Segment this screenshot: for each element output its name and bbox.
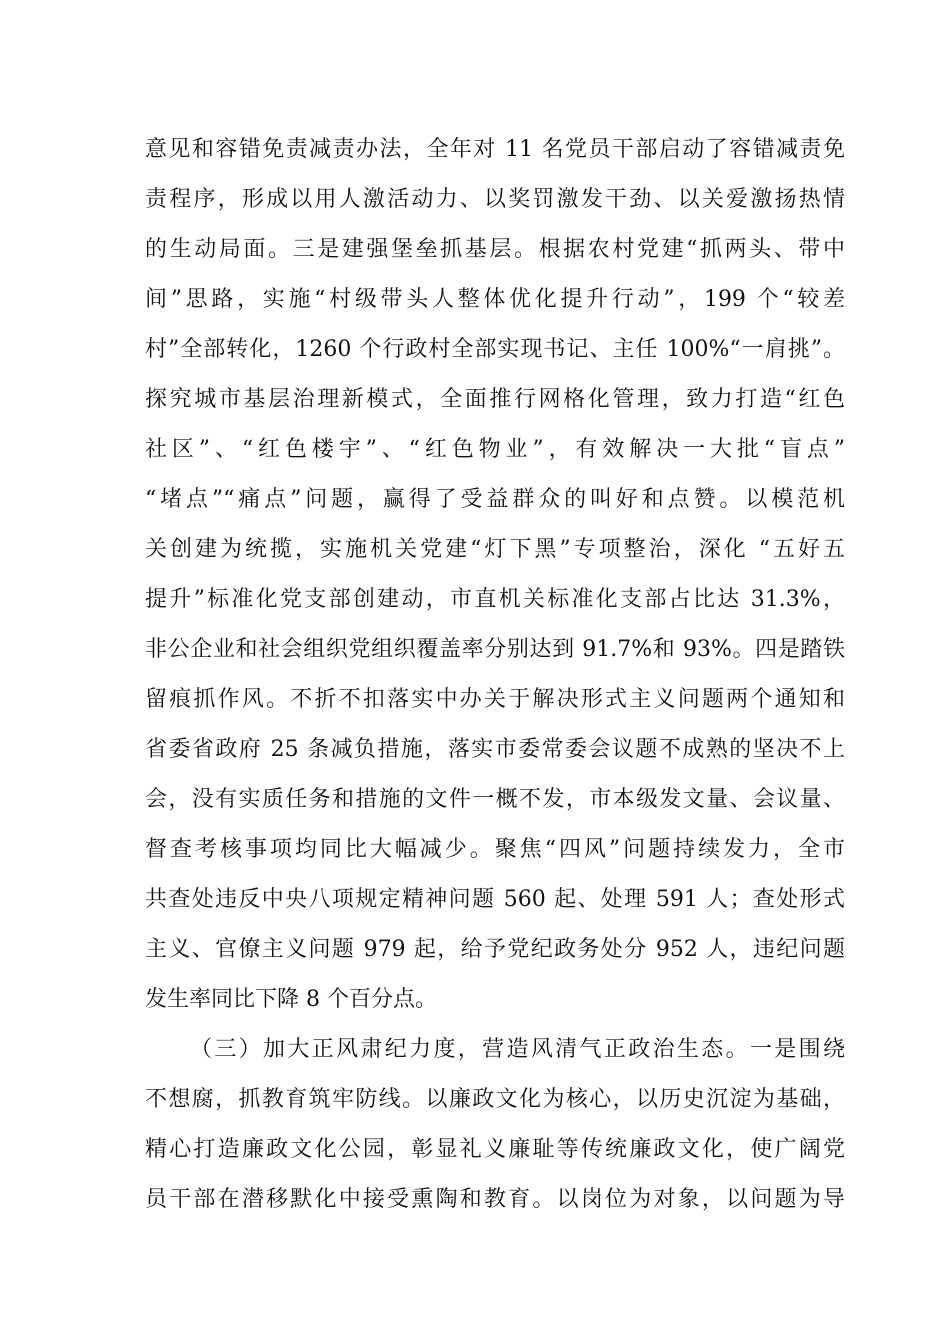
- text-line: 关创建为统揽，实施机关党建“灯下黑”专项整治，深化 “五好五: [145, 537, 845, 562]
- text-line: 探究城市基层治理新模式，全面推行网格化管理，致力打造“红色: [145, 387, 845, 412]
- text-line: 省委省政府 25 条减负措施，落实市委常委会议题不成熟的坚决不上: [145, 737, 845, 762]
- text-line: 不想腐，抓教育筑牢防线。以廉政文化为核心，以历史沉淀为基础，: [145, 1087, 845, 1112]
- text-line: 督查考核事项均同比大幅减少。聚焦“四风”问题持续发力，全市: [145, 837, 845, 862]
- text-line: 社区”、“红色楼宇”、“红色物业”，有效解决一大批“盲点”: [145, 437, 845, 462]
- text-line: 的生动局面。三是建强堡垒抓基层。根据农村党建“抓两头、带中: [145, 237, 845, 262]
- text-line: 责程序，形成以用人激活动力、以奖罚激发干劲、以关爱激扬热情: [145, 187, 845, 212]
- section-heading-line: （三）加大正风肃纪力度，营造风清气正政治生态。一是围绕: [190, 1037, 845, 1062]
- text-line: “堵点”“痛点”问题，赢得了受益群众的叫好和点赞。以模范机: [145, 487, 845, 512]
- text-line: 间”思路，实施“村级带头人整体优化提升行动”，199 个“较差: [145, 287, 845, 312]
- text-line: 主义、官僚主义问题 979 起，给予党纪政务处分 952 人，违纪问题: [145, 937, 845, 962]
- text-line: 非公企业和社会组织党组织覆盖率分别达到 91.7%和 93%。四是踏铁: [145, 637, 845, 662]
- text-line: 村”全部转化，1260 个行政村全部实现书记、主任 100%“一肩挑”。: [145, 337, 845, 362]
- text-line: 留痕抓作风。不折不扣落实中办关于解决形式主义问题两个通知和: [145, 687, 845, 712]
- text-line: 精心打造廉政文化公园，彰显礼义廉耻等传统廉政文化，使广阔党: [145, 1137, 845, 1162]
- text-line: 发生率同比下降 8 个百分点。: [145, 987, 437, 1012]
- text-line: 提升”标准化党支部创建动，市直机关标准化支部占比达 31.3%，: [145, 587, 845, 612]
- text-line: 意见和容错免责减责办法，全年对 11 名党员干部启动了容错减责免: [145, 137, 845, 162]
- text-line: 会，没有实质任务和措施的文件一概不发，市本级发文量、会议量、: [145, 787, 845, 812]
- text-line: 员干部在潜移默化中接受熏陶和教育。以岗位为对象，以问题为导: [145, 1187, 845, 1212]
- text-line: 共查处违反中央八项规定精神问题 560 起、处理 591 人；查处形式: [145, 887, 845, 912]
